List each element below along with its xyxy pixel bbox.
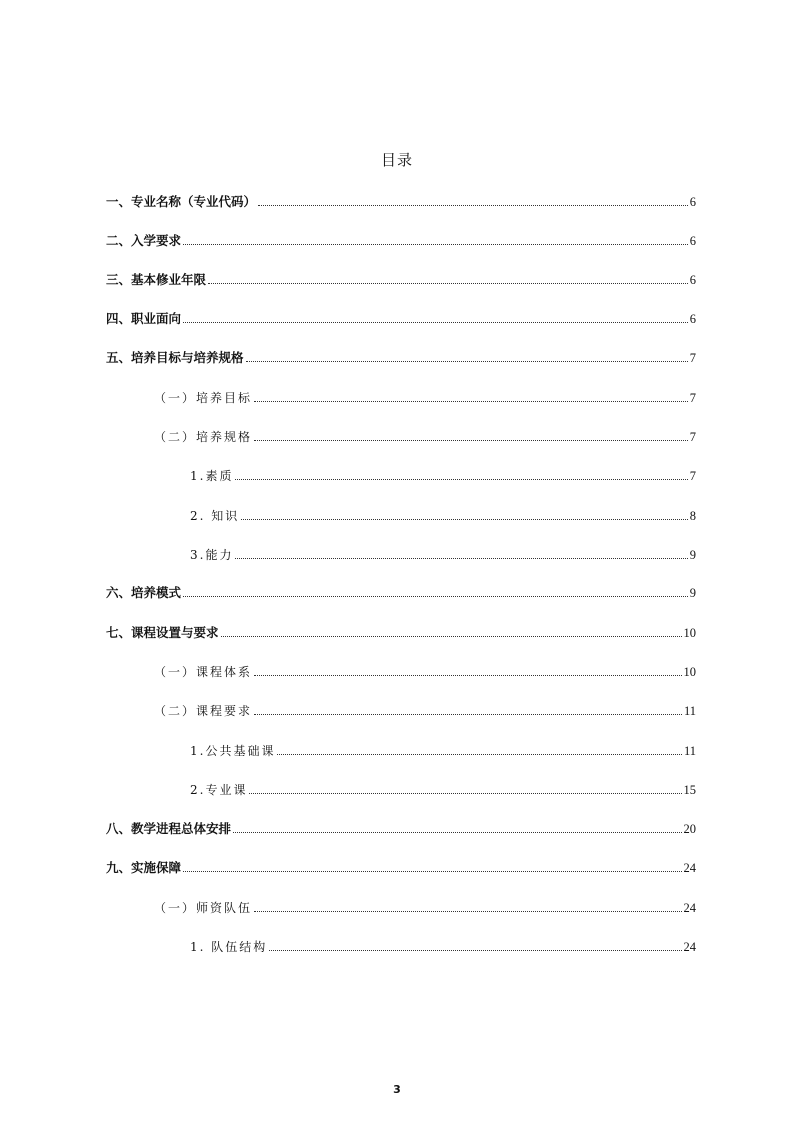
toc-entry-7[interactable] [154,425,696,445]
toc-leader [254,400,688,402]
toc-leader [183,243,688,245]
toc-leader [208,282,688,284]
toc-entry-label: （一）培养目标 [154,391,253,405]
toc-entry-15[interactable] [190,739,696,759]
toc-leader [254,674,681,676]
toc-title: 目录 [380,151,413,169]
toc-entry-page: 7 [689,391,696,405]
toc-entry-page: 11 [683,744,696,758]
toc-entry-4[interactable] [106,307,696,327]
toc-leader [254,439,688,441]
toc-leader [241,518,687,520]
toc-entry-page: 7 [689,351,696,365]
toc-entry-page: 24 [683,901,696,915]
toc-entry-label: 八、教学进程总体安排 [106,821,232,836]
toc-leader [221,635,682,637]
toc-entry-10[interactable] [190,543,696,563]
toc-entry-label: 1.素质 [190,469,234,483]
toc-entry-label: （一）师资队伍 [154,901,253,915]
toc-entry-page: 7 [689,430,696,444]
toc-entry-page: 6 [689,195,696,209]
toc-entry-label: 1. 队伍结构 [190,940,268,954]
toc-leader [269,949,681,951]
toc-entry-label: 1.公共基础课 [190,744,276,758]
toc-leader [183,321,688,323]
toc-entry-13[interactable] [154,660,696,680]
toc-entry-page: 9 [689,548,696,562]
toc-entry-page: 6 [689,234,696,248]
toc-leader [183,870,681,872]
toc-entry-17[interactable] [106,817,696,837]
toc-entry-18[interactable] [106,856,696,876]
toc-entry-1[interactable] [106,190,696,210]
toc-entry-label: （一）课程体系 [154,665,253,679]
toc-entry-label: 六、培养模式 [106,585,182,600]
toc-leader [277,753,682,755]
toc-entry-9[interactable] [190,504,696,524]
toc-entry-19[interactable] [154,896,696,916]
toc-entry-page: 8 [689,509,696,523]
toc-entry-label: 七、课程设置与要求 [106,625,219,640]
toc-entry-3[interactable] [106,268,696,288]
toc-leader [254,713,682,715]
toc-entry-6[interactable] [154,386,696,406]
toc-entry-page: 6 [689,273,696,287]
toc-entry-20[interactable] [190,935,696,955]
toc-entry-label: （二）课程要求 [154,704,253,718]
toc-entry-label: 九、实施保障 [106,860,182,875]
toc-leader [258,204,688,206]
toc-entry-page: 15 [683,783,696,797]
toc-leader [235,557,687,559]
toc-entry-14[interactable] [154,699,696,719]
toc-entry-16[interactable] [190,778,696,798]
toc-leader [249,792,681,794]
toc-entry-page: 9 [689,586,696,600]
toc-entry-page: 6 [689,312,696,326]
toc-entry-label: 2. 知识 [190,509,240,523]
toc-entry-page: 24 [683,861,696,875]
toc-entry-12[interactable] [106,621,696,641]
toc-entry-page: 20 [683,822,696,836]
toc-entry-label: 2.专业课 [190,783,248,797]
toc-leader [183,595,688,597]
toc-entry-page: 7 [689,469,696,483]
toc-entry-page: 24 [683,940,696,954]
toc-entry-11[interactable] [106,581,696,601]
toc-entry-label: 3.能力 [190,548,234,562]
toc-leader [246,360,688,362]
toc-entry-label: 四、职业面向 [106,311,182,326]
toc-entry-5[interactable] [106,346,696,366]
toc-leader [235,478,687,480]
toc-entry-page: 11 [683,704,696,718]
toc-entry-label: （二）培养规格 [154,430,253,444]
toc-leader [254,910,681,912]
toc-entry-page: 10 [683,626,696,640]
toc-entry-label: 三、基本修业年限 [106,272,207,287]
toc-entry-label: 二、入学要求 [106,233,182,248]
toc-entry-label: 五、培养目标与培养规格 [106,350,244,365]
toc-entry-2[interactable] [106,229,696,249]
toc-leader [233,831,681,833]
toc-entry-page: 10 [683,665,696,679]
toc-entry-8[interactable] [190,464,696,484]
toc-entry-label: 一、专业名称（专业代码） [106,194,257,209]
page-number: 3 [393,1083,401,1096]
